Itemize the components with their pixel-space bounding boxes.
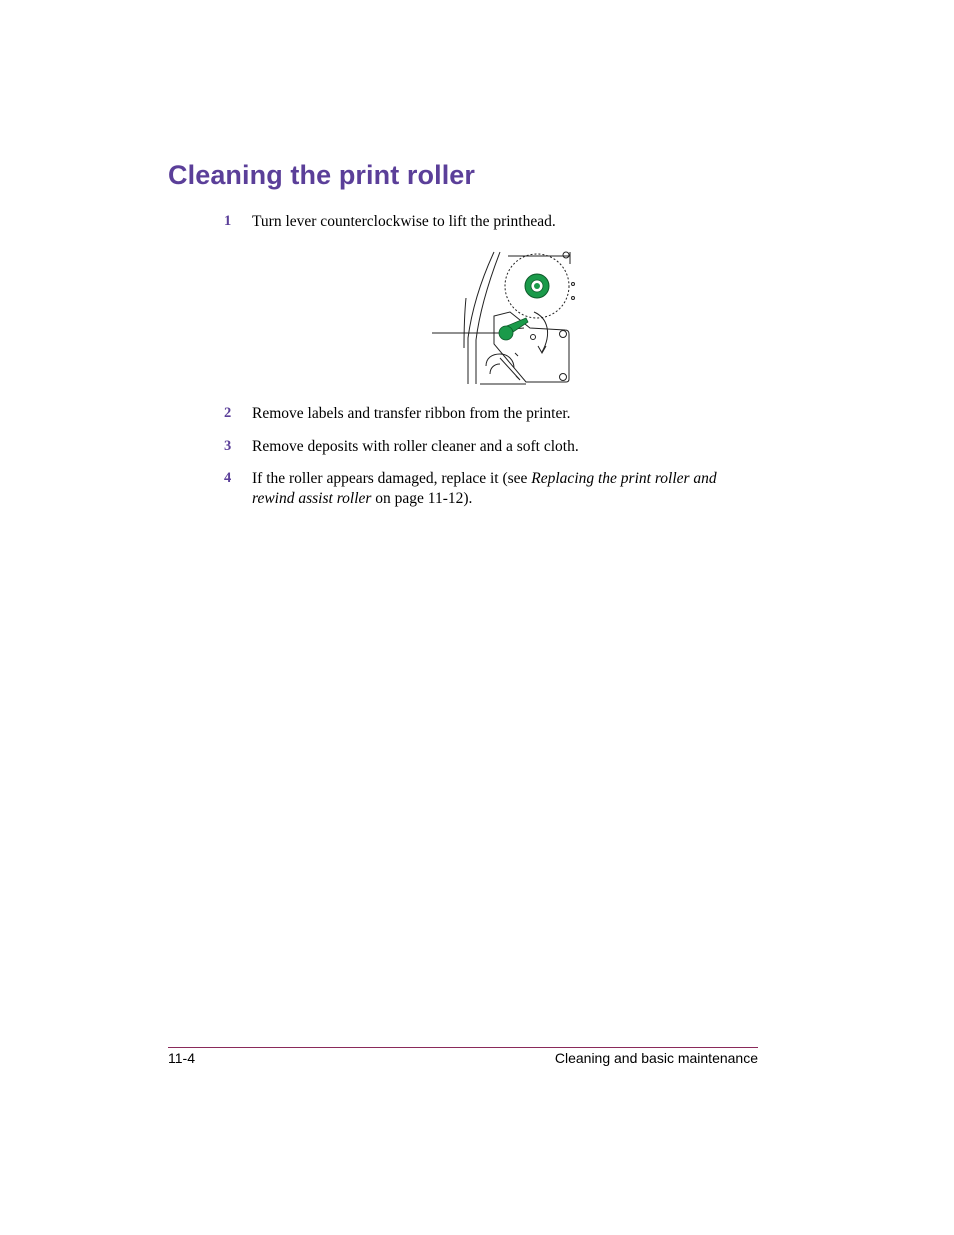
step-text-before: If the roller appears damaged, replace it (see — [252, 470, 532, 487]
step-number: 3 — [224, 438, 232, 454]
step-text: Remove deposits with roller cleaner and a soft cloth. — [252, 438, 579, 455]
footer-section-title: Cleaning and basic maintenance — [554, 1050, 758, 1066]
printhead-lever-diagram-icon — [430, 248, 580, 388]
step-text: Turn lever counterclockwise to lift the printhead. — [252, 213, 556, 230]
footer-rule — [168, 1047, 758, 1048]
step-text — [252, 469, 762, 508]
step-number: 1 — [224, 213, 232, 229]
page-title: Cleaning the print roller — [168, 160, 476, 190]
step-text: Remove labels and transfer ribbon from the printer. — [252, 405, 571, 422]
step-text-after: on page 11-12). — [371, 489, 473, 507]
footer-page-number: 11-4 — [168, 1050, 195, 1066]
step-number: 2 — [224, 405, 232, 421]
cross-reference-link[interactable]: Replacing the print roller and rewind assist roller — [252, 470, 717, 507]
step-number: 4 — [224, 470, 232, 486]
